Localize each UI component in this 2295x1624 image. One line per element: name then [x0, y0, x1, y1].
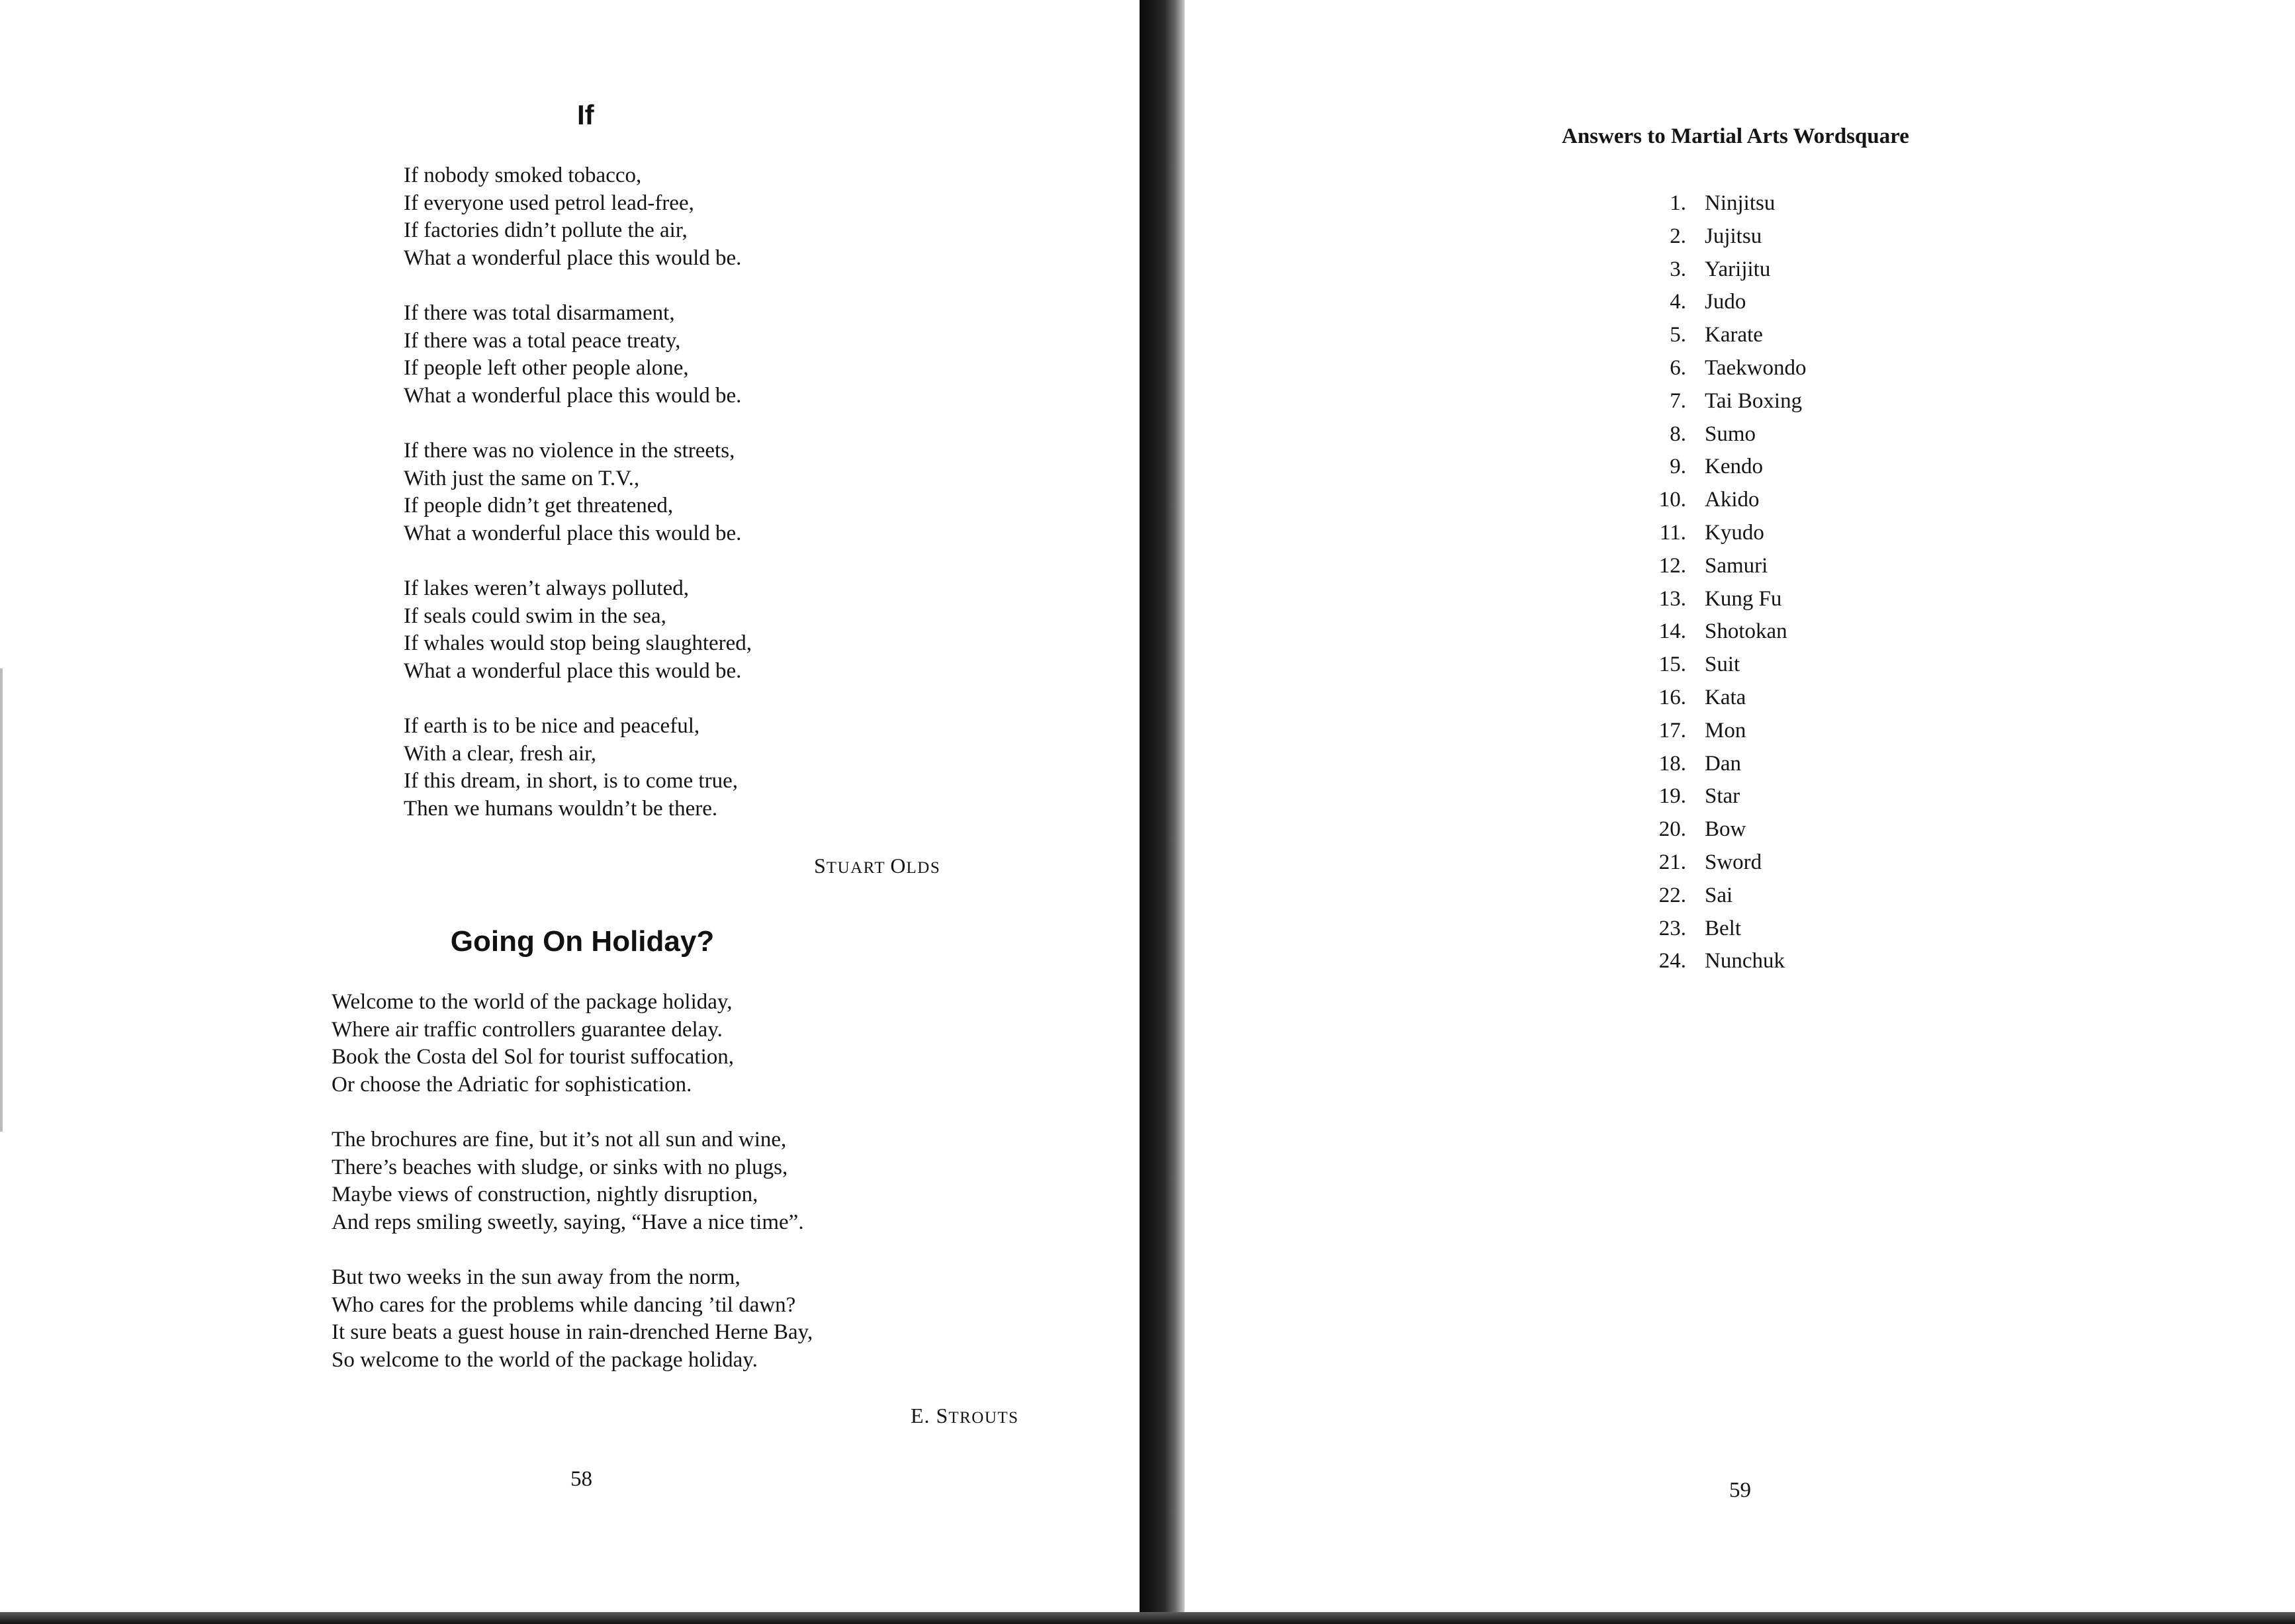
- answer-item: [1620, 418, 1806, 451]
- answer-number: 19.: [1658, 784, 1686, 809]
- answer-number: 4.: [1670, 290, 1686, 314]
- poem-line: Then we humans wouldn’t be there.: [404, 796, 718, 821]
- answer-number: 3.: [1670, 257, 1686, 281]
- answer-number: 11.: [1659, 520, 1686, 545]
- poem-title-if: If: [577, 99, 594, 130]
- answer-number: 21.: [1658, 850, 1686, 874]
- answer-item: [1620, 286, 1806, 319]
- answer-item: [1620, 913, 1806, 946]
- author-initial: O: [890, 854, 907, 878]
- answer-number: 9.: [1670, 455, 1686, 479]
- poem-holiday-stanza-2: [332, 1126, 804, 1236]
- answer-item: [1620, 846, 1806, 880]
- answer-text: Nunchuk: [1705, 949, 1785, 973]
- poem-line: And reps smiling sweetly, saying, “Have a nice time”.: [332, 1210, 804, 1234]
- poem-if-stanza-2: [404, 300, 741, 410]
- poem-line: If people left other people alone,: [404, 356, 689, 380]
- answer-text: Sumo: [1705, 422, 1756, 446]
- answer-number: 22.: [1658, 883, 1686, 907]
- author-initial: E. S: [911, 1404, 949, 1427]
- answer-text: Belt: [1705, 916, 1741, 940]
- poem-line: If factories didn’t pollute the air,: [404, 218, 688, 242]
- answer-number: 6.: [1670, 355, 1686, 380]
- answer-number: 13.: [1658, 586, 1686, 611]
- answer-text: Jujitsu: [1705, 224, 1762, 248]
- answer-text: Akido: [1705, 488, 1760, 512]
- answer-text: Sword: [1705, 850, 1762, 874]
- poem-line: The brochures are fine, but it’s not all sun and wine,: [332, 1128, 787, 1151]
- answer-number: 2.: [1670, 224, 1686, 248]
- poem-line: Who cares for the problems while dancing ’til dawn?: [332, 1292, 796, 1317]
- answer-item: [1620, 945, 1806, 978]
- answer-number: 16.: [1658, 685, 1686, 709]
- answer-number: 24.: [1658, 949, 1686, 973]
- poem-line: If earth is to be nice and peaceful,: [404, 714, 700, 738]
- poem-line: What a wonderful place this would be.: [404, 246, 742, 270]
- answers-list: [1620, 187, 1806, 978]
- poem-holiday-stanza-3: [332, 1264, 813, 1374]
- poem-line: It sure beats a guest house in rain-drenched Herne Bay,: [332, 1320, 813, 1344]
- poem-line: If people didn’t get threatened,: [404, 494, 674, 518]
- poem-if-stanza-1: [404, 162, 741, 272]
- answer-text: Yarijitu: [1705, 257, 1771, 281]
- answer-item: [1620, 780, 1806, 813]
- answer-text: Sai: [1705, 883, 1733, 907]
- left-page: [0, 0, 1140, 1624]
- answer-item: [1620, 517, 1806, 550]
- answer-number: 5.: [1670, 323, 1686, 347]
- poem-line: Welcome to the world of the package holiday,: [332, 990, 733, 1014]
- poem-line: With just the same on T.V.,: [404, 466, 640, 490]
- page-number-left: 58: [570, 1467, 592, 1491]
- answer-number: 18.: [1658, 751, 1686, 776]
- answer-number: 23.: [1658, 916, 1686, 940]
- answer-item: [1620, 352, 1806, 385]
- poem-line: If whales would stop being slaughtered,: [404, 631, 752, 655]
- poem-line: If lakes weren’t always polluted,: [404, 576, 689, 600]
- poem-line: Book the Costa del Sol for tourist suffocation,: [332, 1045, 735, 1069]
- poem-line: There’s beaches with sludge, or sinks with no plugs,: [332, 1155, 788, 1179]
- answer-item: [1620, 220, 1806, 253]
- answer-number: 20.: [1658, 817, 1686, 842]
- answer-text: Star: [1705, 784, 1740, 809]
- answer-text: Ninjitsu: [1705, 191, 1776, 215]
- answer-number: 8.: [1670, 422, 1686, 446]
- book-spine-gutter: [1140, 0, 1185, 1624]
- poem-holiday-stanza-1: [332, 989, 734, 1099]
- author-smallcaps: LDS: [906, 859, 941, 877]
- poem-line: But two weeks in the sun away from the norm,: [332, 1265, 741, 1289]
- answer-item: [1620, 187, 1806, 220]
- answer-item: [1620, 880, 1806, 913]
- book-bottom-edge: [0, 1612, 2295, 1624]
- answer-item: [1620, 253, 1806, 287]
- scan-edge-mark: [0, 668, 3, 1132]
- answers-title: Answers to Martial Arts Wordsquare: [1562, 124, 1909, 148]
- poem-holiday-author: [911, 1404, 1019, 1428]
- poem-line: If seals could swim in the sea,: [404, 604, 666, 628]
- author-smallcaps: TUART: [826, 859, 891, 877]
- answer-number: 12.: [1658, 553, 1686, 578]
- poem-line: With a clear, fresh air,: [404, 741, 597, 766]
- answer-item: [1620, 451, 1806, 484]
- poem-title-holiday: Going On Holiday?: [450, 925, 715, 958]
- answer-text: Shotokan: [1705, 619, 1787, 644]
- answer-text: Suit: [1705, 653, 1740, 677]
- answer-number: 17.: [1658, 718, 1686, 743]
- answer-text: Kata: [1705, 685, 1746, 709]
- author-initial: S: [814, 854, 827, 878]
- page-number-right: 59: [1729, 1478, 1751, 1502]
- poem-line: Maybe views of construction, nightly disruption,: [332, 1183, 758, 1206]
- poem-line: What a wonderful place this would be.: [404, 658, 742, 683]
- poem-line: If this dream, in short, is to come true,: [404, 769, 738, 793]
- answer-text: Kung Fu: [1705, 586, 1782, 611]
- answer-text: Judo: [1705, 290, 1746, 314]
- answer-number: 7.: [1670, 388, 1686, 413]
- answer-number: 10.: [1658, 488, 1686, 512]
- answer-text: Karate: [1705, 323, 1763, 347]
- answer-item: [1620, 649, 1806, 682]
- answer-number: 15.: [1658, 653, 1686, 677]
- answer-number: 14.: [1658, 619, 1686, 644]
- poem-line: Where air traffic controllers guarantee delay.: [332, 1017, 723, 1042]
- poem-line: If there was no violence in the streets,: [404, 439, 735, 463]
- poem-line: What a wonderful place this would be.: [404, 521, 742, 545]
- answer-item: [1620, 550, 1806, 583]
- poem-if-stanza-4: [404, 575, 752, 685]
- poem-line: What a wonderful place this would be.: [404, 383, 742, 408]
- answer-item: [1620, 682, 1806, 715]
- poem-line: If everyone used petrol lead-free,: [404, 191, 694, 215]
- answer-item: [1620, 319, 1806, 352]
- poem-line: So welcome to the world of the package holiday.: [332, 1347, 758, 1372]
- answer-number: 1.: [1670, 191, 1686, 215]
- answer-item: [1620, 748, 1806, 781]
- answer-item: [1620, 715, 1806, 748]
- answer-item: [1620, 583, 1806, 616]
- answer-item: [1620, 484, 1806, 517]
- answer-text: Samuri: [1705, 553, 1768, 578]
- poem-if-stanza-5: [404, 713, 738, 823]
- answer-text: Bow: [1705, 817, 1746, 842]
- answer-text: Dan: [1705, 751, 1741, 776]
- poem-if-author: [814, 854, 940, 878]
- poem-line: If nobody smoked tobacco,: [404, 163, 642, 187]
- poem-if-stanza-3: [404, 437, 741, 547]
- answer-item: [1620, 615, 1806, 649]
- answer-text: Kyudo: [1705, 520, 1764, 545]
- answer-item: [1620, 385, 1806, 418]
- answer-text: Mon: [1705, 718, 1746, 743]
- answer-item: [1620, 813, 1806, 846]
- author-smallcaps: TROUTS: [948, 1409, 1019, 1427]
- poem-line: Or choose the Adriatic for sophistication.: [332, 1072, 692, 1097]
- poem-line: If there was total disarmament,: [404, 301, 675, 325]
- answer-text: Kendo: [1705, 455, 1763, 479]
- answer-text: Tai Boxing: [1705, 388, 1803, 413]
- answer-text: Taekwondo: [1705, 355, 1807, 380]
- poem-line: If there was a total peace treaty,: [404, 328, 681, 353]
